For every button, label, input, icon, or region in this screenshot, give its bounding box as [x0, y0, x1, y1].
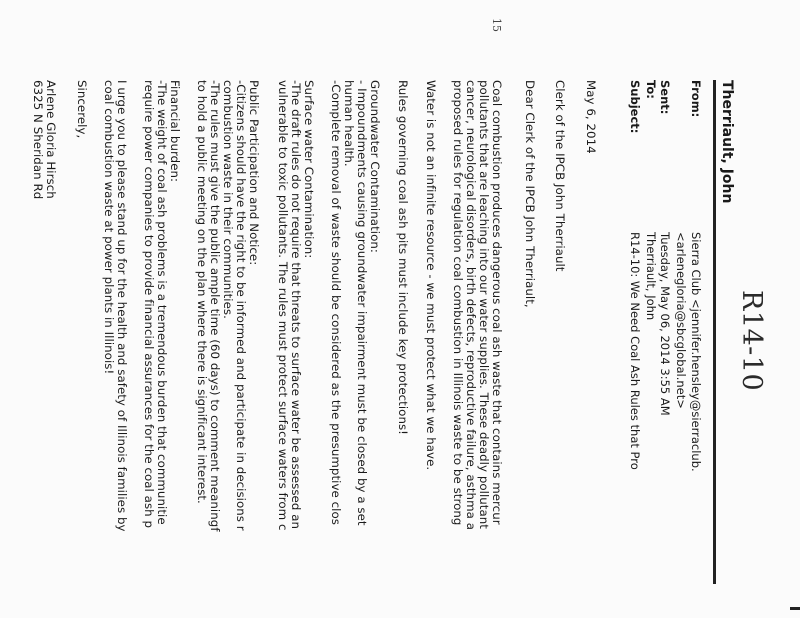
- groundwater-line: human health.: [342, 80, 356, 167]
- page-number: 15: [490, 18, 503, 32]
- intro-line: cancer, neurological disorders, birth defects, reproductive failure, asthma a: [464, 80, 478, 530]
- reference-code: R14-10: [736, 290, 767, 392]
- from-value: Sierra Club <jennifer.hensley@sierraclub.: [689, 232, 703, 472]
- urge-line: coal combustion waste at power plants in Illinois!: [102, 80, 116, 375]
- intro-line: proposed rules for regulation coal combustion in Illinois waste to be strong: [451, 80, 465, 526]
- participation-line: combustion waste in their communities.: [221, 80, 235, 319]
- closing: Sincerely,: [75, 80, 89, 139]
- recipient: Clerk of the IPCB John Therriault: [553, 80, 567, 272]
- intro-line: pollutants that are leaching into our water supplies. These deadly pollutant: [477, 80, 491, 529]
- to-label: To:: [644, 80, 658, 99]
- urge-line: I urge you to please stand up for the health and safety of Illinois families by: [115, 80, 129, 532]
- participation-line: to hold a public meeting on the plan where there is significant interest.: [195, 80, 209, 504]
- to-value: Therriault, John: [644, 232, 658, 321]
- subject-value: R14-10: We Need Coal Ash Rules that Pro: [628, 232, 642, 470]
- sender-name: Therriault, John: [719, 80, 735, 204]
- sent-label: Sent:: [658, 80, 672, 115]
- surface-line: -The draft rules do not require that threats to surface water be assessed an: [289, 80, 303, 530]
- participation-heading: Public Participation and Notice:: [247, 80, 261, 266]
- surface-heading: Surface water Contamination:: [302, 80, 316, 259]
- participation-line: -The rules must give the public ample time (60 days) to comment meaningf: [208, 80, 222, 532]
- from-value-email: <arlenegloria@sbcglobal.net>: [674, 232, 688, 409]
- from-label: From:: [689, 80, 703, 118]
- scan-mark: [790, 607, 800, 610]
- signature-address: 6325 N Sheridan Rd: [31, 80, 45, 200]
- header-rule: [713, 80, 716, 584]
- financial-line: -The weight of coal ash problems is a tremendous burden that communitie: [155, 80, 169, 525]
- signature-name: Arlene Gloria Hirsch: [44, 80, 58, 199]
- financial-line: require power companies to provide financial assurances for the coal ash p: [142, 80, 156, 529]
- water-line: Water is not an infinite resource - we must protect what we have.: [424, 80, 438, 471]
- groundwater-line: -Complete removal of waste should be considered as the presumptive clos: [329, 80, 343, 525]
- rules-line: Rules governing coal ash pits must include key protections!: [396, 80, 410, 435]
- letter-date: May 6, 2014: [584, 80, 598, 154]
- sent-value: Tuesday, May 06, 2014 3:55 AM: [658, 232, 672, 416]
- groundwater-line: - Impoundments causing groundwater impairment must be closed by a set: [355, 80, 369, 526]
- surface-line: vulnerable to toxic pollutants. The rules must protect surface waters from c: [276, 80, 290, 531]
- intro-line: Coal combustion produces dangerous coal ash waste that contains mercur: [490, 80, 504, 525]
- participation-line: -Citizens should have the right to be informed and participate in decisions r: [234, 80, 248, 531]
- financial-heading: Financial burden:: [168, 80, 182, 183]
- salutation: Dear Clerk of the IPCB John Therriault,: [523, 80, 537, 308]
- subject-label: Subject:: [628, 80, 642, 134]
- groundwater-heading: Groundwater Contamination:: [368, 80, 382, 253]
